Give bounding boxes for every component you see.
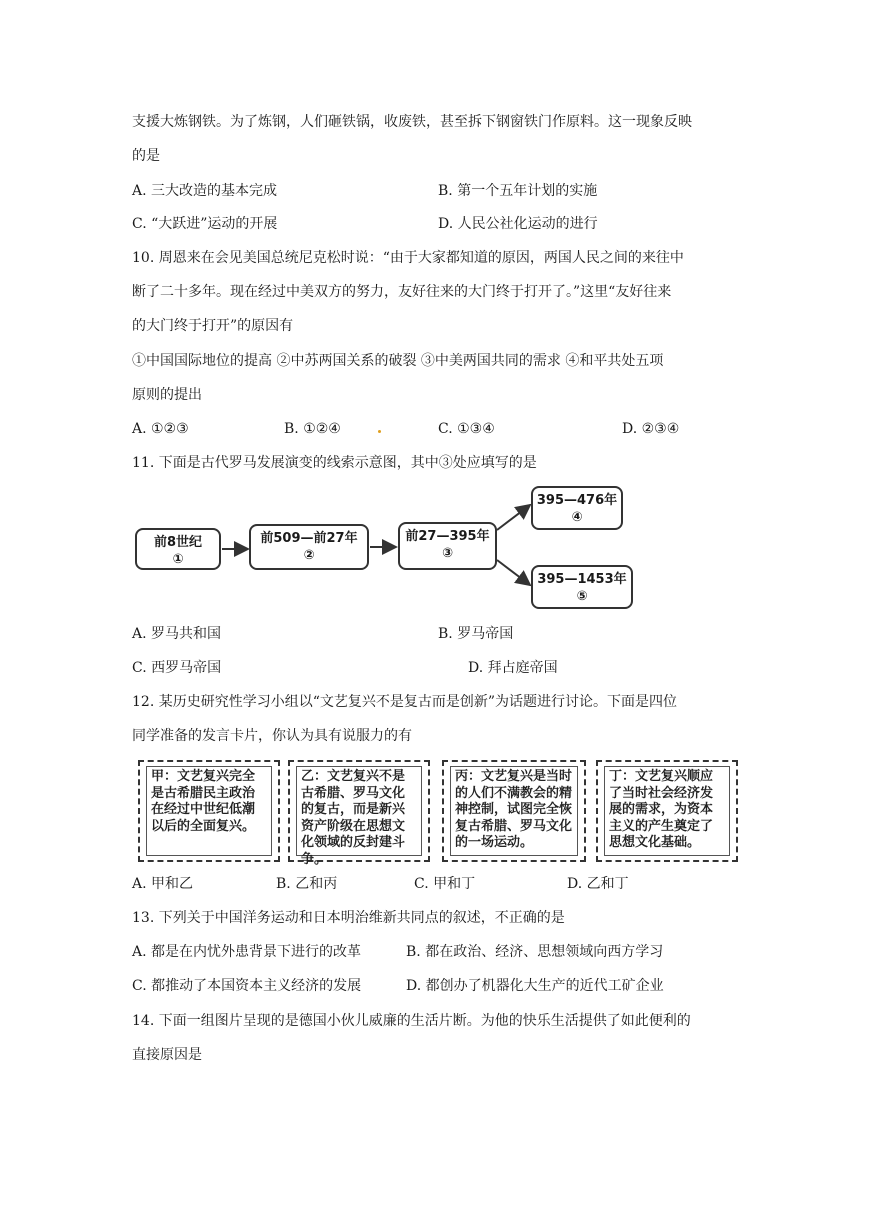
flow-node-3-marker: ③ bbox=[441, 546, 453, 561]
q10-option-d: D. ②③④ bbox=[622, 421, 680, 437]
card-yi-text: 乙：文艺复兴不是古希腊、罗马文化的复古，而是新兴资产阶级在思想文化领域的反封建斗争。 bbox=[296, 766, 422, 856]
card-bing bbox=[442, 760, 586, 862]
flow-node-5 bbox=[531, 565, 633, 609]
q9-stem-line1: 支援大炼钢铁。为了炼钢，人们砸铁锅，收废铁，甚至拆下钢窗铁门作原料。这一现象反映 bbox=[132, 114, 692, 130]
card-ding-text: 丁：文艺复兴顺应了当时社会经济发展的需求，为资本主义的产生奠定了思想文化基础。 bbox=[604, 766, 730, 856]
card-jia bbox=[138, 760, 280, 862]
q10-stem-line4: ①中国国际地位的提高 ②中苏两国关系的破裂 ③中美两国共同的需求 ④和平共处五项 bbox=[132, 353, 664, 369]
q12-option-c: C. 甲和丁 bbox=[414, 876, 476, 892]
q11-stem-line1: 11. 下面是古代罗马发展演变的线索示意图，其中③处应填写的是 bbox=[132, 455, 537, 471]
q12-option-b: B. 乙和丙 bbox=[276, 876, 338, 892]
q13-stem-line1: 13. 下列关于中国洋务运动和日本明治维新共同点的叙述，不正确的是 bbox=[132, 910, 565, 926]
q13-option-a: A. 都是在内忧外患背景下进行的改革 bbox=[132, 944, 362, 960]
q11-option-a: A. 罗马共和国 bbox=[132, 626, 222, 642]
q14-stem-line2: 直接原因是 bbox=[132, 1047, 202, 1063]
flow-node-1-period: 前8世纪 bbox=[153, 535, 203, 550]
q9-option-d: D. 人民公社化运动的进行 bbox=[438, 216, 598, 232]
flow-node-5-marker: ⑤ bbox=[576, 589, 588, 604]
q9-stem-line2: 的是 bbox=[132, 148, 160, 164]
flow-node-4 bbox=[531, 486, 623, 530]
flow-node-3-period: 前27—395年 bbox=[405, 529, 490, 544]
q12-stem-line1: 12. 某历史研究性学习小组以“文艺复兴不是复古而是创新”为话题进行讨论。下面是四位 bbox=[132, 694, 678, 710]
q14-stem-line1: 14. 下面一组图片呈现的是德国小伙儿威廉的生活片断。为他的快乐生活提供了如此便利的 bbox=[132, 1013, 691, 1029]
q11-option-d: D. 拜占庭帝国 bbox=[468, 660, 558, 676]
q10-stem-line3: 的大门终于打开”的原因有 bbox=[132, 318, 294, 334]
q13-option-c: C. 都推动了本国资本主义经济的发展 bbox=[132, 978, 362, 994]
q10-option-c: C. ①③④ bbox=[438, 421, 495, 437]
card-jia-text: 甲：文艺复兴完全是古希腊民主政治在经过中世纪低潮以后的全面复兴。 bbox=[146, 766, 272, 856]
q9-option-b: B. 第一个五年计划的实施 bbox=[438, 183, 598, 199]
flow-node-1-marker: ① bbox=[172, 552, 184, 567]
flow-node-3 bbox=[398, 522, 497, 570]
flow-node-4-period: 395—476年 bbox=[536, 493, 618, 508]
q12-option-d: D. 乙和丁 bbox=[567, 876, 629, 892]
arrow-3-4 bbox=[497, 505, 530, 530]
q13-option-d: D. 都创办了机器化大生产的近代工矿企业 bbox=[406, 978, 664, 994]
q11-option-c: C. 西罗马帝国 bbox=[132, 660, 222, 676]
q12-stem-line2: 同学准备的发言卡片，你认为具有说服力的有 bbox=[132, 728, 412, 744]
q9-option-a: A. 三大改造的基本完成 bbox=[132, 183, 278, 199]
arrow-3-5 bbox=[497, 560, 530, 585]
q9-option-c: C. “大跃进”运动的开展 bbox=[132, 216, 278, 232]
flow-node-2 bbox=[249, 524, 369, 570]
q10-stem-line2: 断了二十多年。现在经过中美双方的努力，友好往来的大门终于打开了。”这里“友好往来 bbox=[132, 284, 672, 300]
flow-node-5-period: 395—1453年 bbox=[537, 572, 627, 587]
flow-node-4-marker: ④ bbox=[571, 510, 583, 525]
card-bing-text: 丙：文艺复兴是当时的人们不满教会的精神控制，试图完全恢复古希腊、罗马文化的一场运动。 bbox=[450, 766, 578, 856]
flow-node-2-marker: ② bbox=[303, 548, 315, 563]
card-ding bbox=[596, 760, 738, 862]
card-yi bbox=[288, 760, 430, 867]
q11-option-b: B. 罗马帝国 bbox=[438, 626, 514, 642]
flow-node-1 bbox=[135, 528, 221, 570]
q10-option-b: B. ①②④ bbox=[284, 421, 341, 437]
flow-node-2-period: 前509—前27年 bbox=[260, 531, 358, 546]
q13-option-b: B. 都在政治、经济、思想领域向西方学习 bbox=[406, 944, 664, 960]
q10-stem-line1: 10. 周恩来在会见美国总统尼克松时说：“由于大家都知道的原因，两国人民之间的来往中 bbox=[132, 250, 684, 266]
q12-option-a: A. 甲和乙 bbox=[132, 876, 194, 892]
q10-stem-line5: 原则的提出 bbox=[132, 387, 202, 403]
q10-option-a: A. ①②③ bbox=[132, 421, 189, 437]
